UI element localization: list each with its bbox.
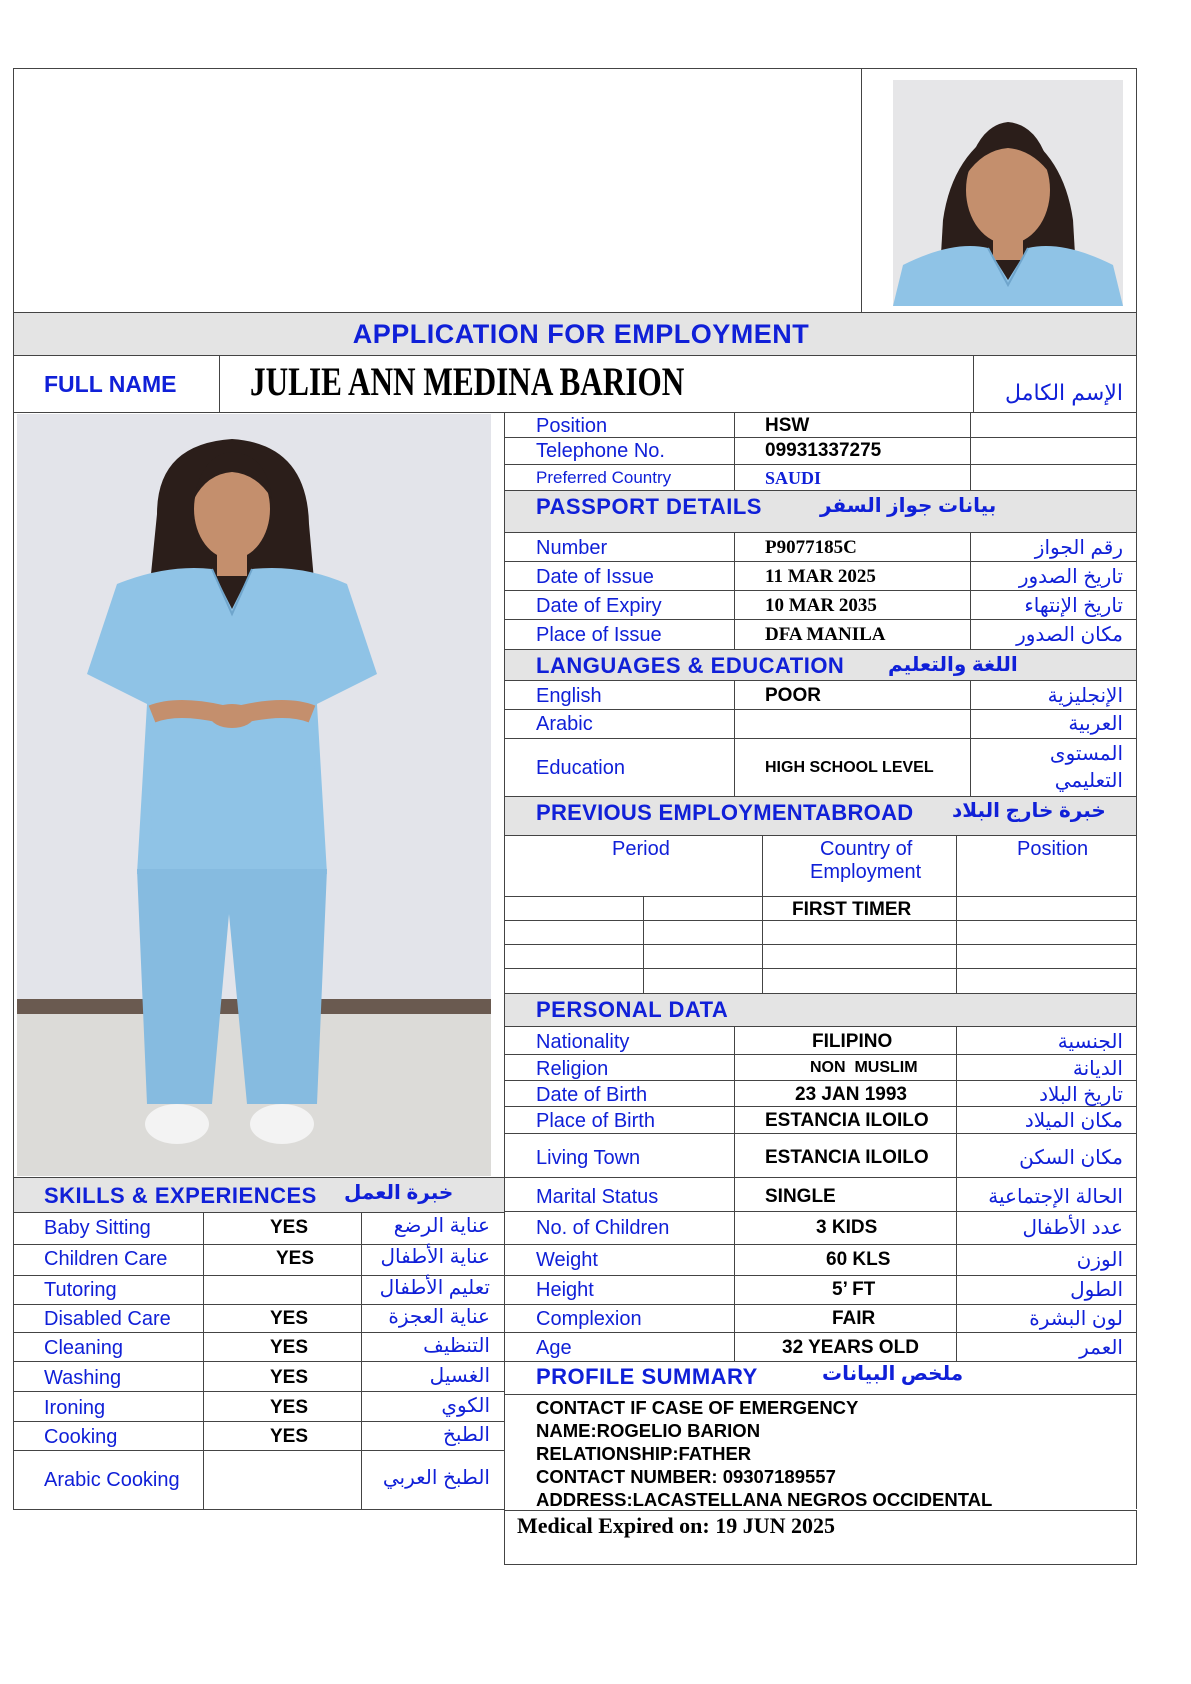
age-ar: العمر [1079,1337,1123,1359]
full-name-value: JULIE ANN MEDINA BARION [250,359,685,404]
place-of-issue-value: DFA MANILA [765,624,886,645]
arabic-ar: العربية [1068,713,1123,735]
age-value: 32 YEARS OLD [782,1337,919,1358]
skills-section-title-ar: خبرة العمل [344,1182,454,1204]
english-label: English [536,685,602,707]
passport-number-ar: رقم الجواز [1034,537,1123,559]
marital-status-value: SINGLE [765,1186,836,1207]
passport-section-title: PASSPORT DETAILS [536,494,762,519]
profile-line-4: CONTACT NUMBER: 09307189557 [536,1466,836,1487]
skill-label-ironing: Ironing [44,1397,106,1419]
position-label: Position [536,415,608,437]
complexion-value: FAIR [832,1308,876,1329]
skill-ar-washing: الغسيل [429,1365,490,1387]
dob-label: Date of Birth [536,1084,648,1106]
religion-label: Religion [536,1058,609,1080]
dob-ar: تاريخ البلاد [1039,1084,1123,1106]
skill-label-cooking: Cooking [44,1426,118,1448]
children-label: No. of Children [536,1217,670,1239]
arabic-label: Arabic [536,713,593,735]
col-country-line1: Country of [820,838,913,860]
skill-ar-tutoring: تعليم الأطفال [379,1277,490,1299]
english-ar: الإنجليزية [1047,685,1123,707]
medical-expiry: Medical Expired on: 19 JUN 2025 [517,1513,835,1538]
skill-ar-cooking: الطبخ [442,1424,490,1446]
nationality-ar: الجنسية [1057,1031,1123,1053]
expiry-date-value: 10 MAR 2035 [765,595,877,616]
previous-employment-title-ar: خبرة خارج البلاد [952,800,1106,822]
skill-label-cleaning: Cleaning [44,1337,123,1359]
form-title: APPLICATION FOR EMPLOYMENT [352,319,810,349]
children-value: 3 KIDS [816,1217,878,1238]
passport-section-title-ar: بيانات جواز السفر [820,495,997,517]
telephone-value: 09931337275 [765,440,882,461]
english-value: POOR [765,685,821,706]
telephone-label: Telephone No. [536,440,665,462]
full-body-photo [17,414,491,1176]
pob-value: ESTANCIA ILOILO [765,1110,929,1131]
profile-line-3: RELATIONSHIP:FATHER [536,1443,752,1464]
issue-date-ar: تاريخ الصدور [1018,566,1123,588]
skill-label-baby-sitting: Baby Sitting [44,1217,151,1239]
col-country-line2: Employment [810,861,922,883]
skill-value-baby-sitting: YES [270,1217,309,1238]
height-ar: الطول [1070,1279,1123,1301]
profile-line-2: NAME:ROGELIO BARION [536,1420,761,1441]
passport-number-label: Number [536,537,608,559]
weight-ar: الوزن [1076,1249,1123,1271]
skill-value-ironing: YES [270,1397,309,1418]
skill-label-disabled-care: Disabled Care [44,1308,171,1330]
skill-label-tutoring: Tutoring [44,1279,117,1301]
pob-label: Place of Birth [536,1110,655,1132]
issue-date-label: Date of Issue [536,566,654,588]
languages-section-title: LANGUAGES & EDUCATION [536,653,845,678]
skill-ar-children-care: عناية الأطفال [380,1246,490,1268]
education-label: Education [536,757,625,779]
living-town-label: Living Town [536,1147,641,1169]
pob-ar: مكان الميلاد [1024,1110,1123,1132]
education-value: HIGH SCHOOL LEVEL [765,759,934,776]
complexion-ar: لون البشرة [1029,1308,1123,1330]
expiry-date-label: Date of Expiry [536,595,662,617]
full-name-arabic: الإسم الكامل [1005,380,1123,405]
height-value: 5’ FT [832,1279,876,1300]
weight-value: 60 KLS [826,1249,891,1270]
education-ar-line2: التعليمي [1054,770,1123,792]
full-name-label: FULL NAME [44,371,177,397]
first-timer-value: FIRST TIMER [792,899,912,920]
skill-label-children-care: Children Care [44,1248,168,1270]
personal-data-title: PERSONAL DATA [536,997,729,1022]
education-ar-line1: المستوى [1049,743,1123,765]
col-period: Period [612,838,670,860]
passport-number-value: P9077185C [765,537,857,558]
issue-date-value: 11 MAR 2025 [765,566,876,587]
place-of-issue-label: Place of Issue [536,624,662,646]
living-town-value: ESTANCIA ILOILO [765,1147,929,1168]
headshot-photo [893,80,1123,306]
position-value: HSW [765,415,810,436]
profile-summary-title: PROFILE SUMMARY [536,1364,758,1389]
religion-value: NON MUSLIM [810,1059,918,1076]
nationality-value: FILIPINO [812,1031,893,1052]
skills-section-title: SKILLS & EXPERIENCES [44,1183,317,1208]
skill-ar-arabic-cooking: الطبخ العربي [382,1467,490,1489]
dob-value: 23 JAN 1993 [795,1084,907,1105]
nationality-label: Nationality [536,1031,630,1053]
profile-summary-title-ar: ملخص البيانات [822,1363,964,1385]
skill-ar-baby-sitting: عناية الرضع [393,1215,490,1237]
place-of-issue-ar: مكان الصدور [1016,624,1123,646]
skill-ar-cleaning: التنظيف [423,1335,490,1357]
skill-value-children-care: YES [276,1248,315,1269]
skill-value-disabled-care: YES [270,1308,309,1329]
weight-label: Weight [536,1249,598,1271]
preferred-country-value: SAUDI [765,468,822,488]
skill-label-washing: Washing [44,1367,122,1389]
previous-employment-title: PREVIOUS EMPLOYMENTABROAD [536,800,914,825]
children-ar: عدد الأطفال [1022,1217,1123,1239]
height-label: Height [536,1279,594,1301]
preferred-country-label: Preferred Country [536,468,672,487]
marital-status-ar: الحالة الإجتماعية [988,1186,1123,1208]
marital-status-label: Marital Status [536,1186,659,1208]
skill-value-washing: YES [270,1367,309,1388]
skill-value-cleaning: YES [270,1337,309,1358]
col-position: Position [1017,838,1089,860]
profile-line-5: ADDRESS:LACASTELLANA NEGROS OCCIDENTAL [536,1489,993,1510]
profile-line-1: CONTACT IF CASE OF EMERGENCY [536,1397,859,1418]
languages-section-title-ar: اللغة والتعليم [888,654,1018,676]
age-label: Age [536,1337,572,1359]
religion-ar: الديانة [1072,1058,1123,1080]
skill-value-cooking: YES [270,1426,309,1447]
skill-label-arabic-cooking: Arabic Cooking [44,1469,180,1491]
complexion-label: Complexion [536,1308,642,1330]
living-town-ar: مكان السكن [1019,1147,1123,1169]
skill-ar-ironing: الكوي [441,1395,490,1417]
skill-ar-disabled-care: عناية العجزة [388,1306,490,1328]
expiry-date-ar: تاريخ الإنتهاء [1024,595,1123,617]
